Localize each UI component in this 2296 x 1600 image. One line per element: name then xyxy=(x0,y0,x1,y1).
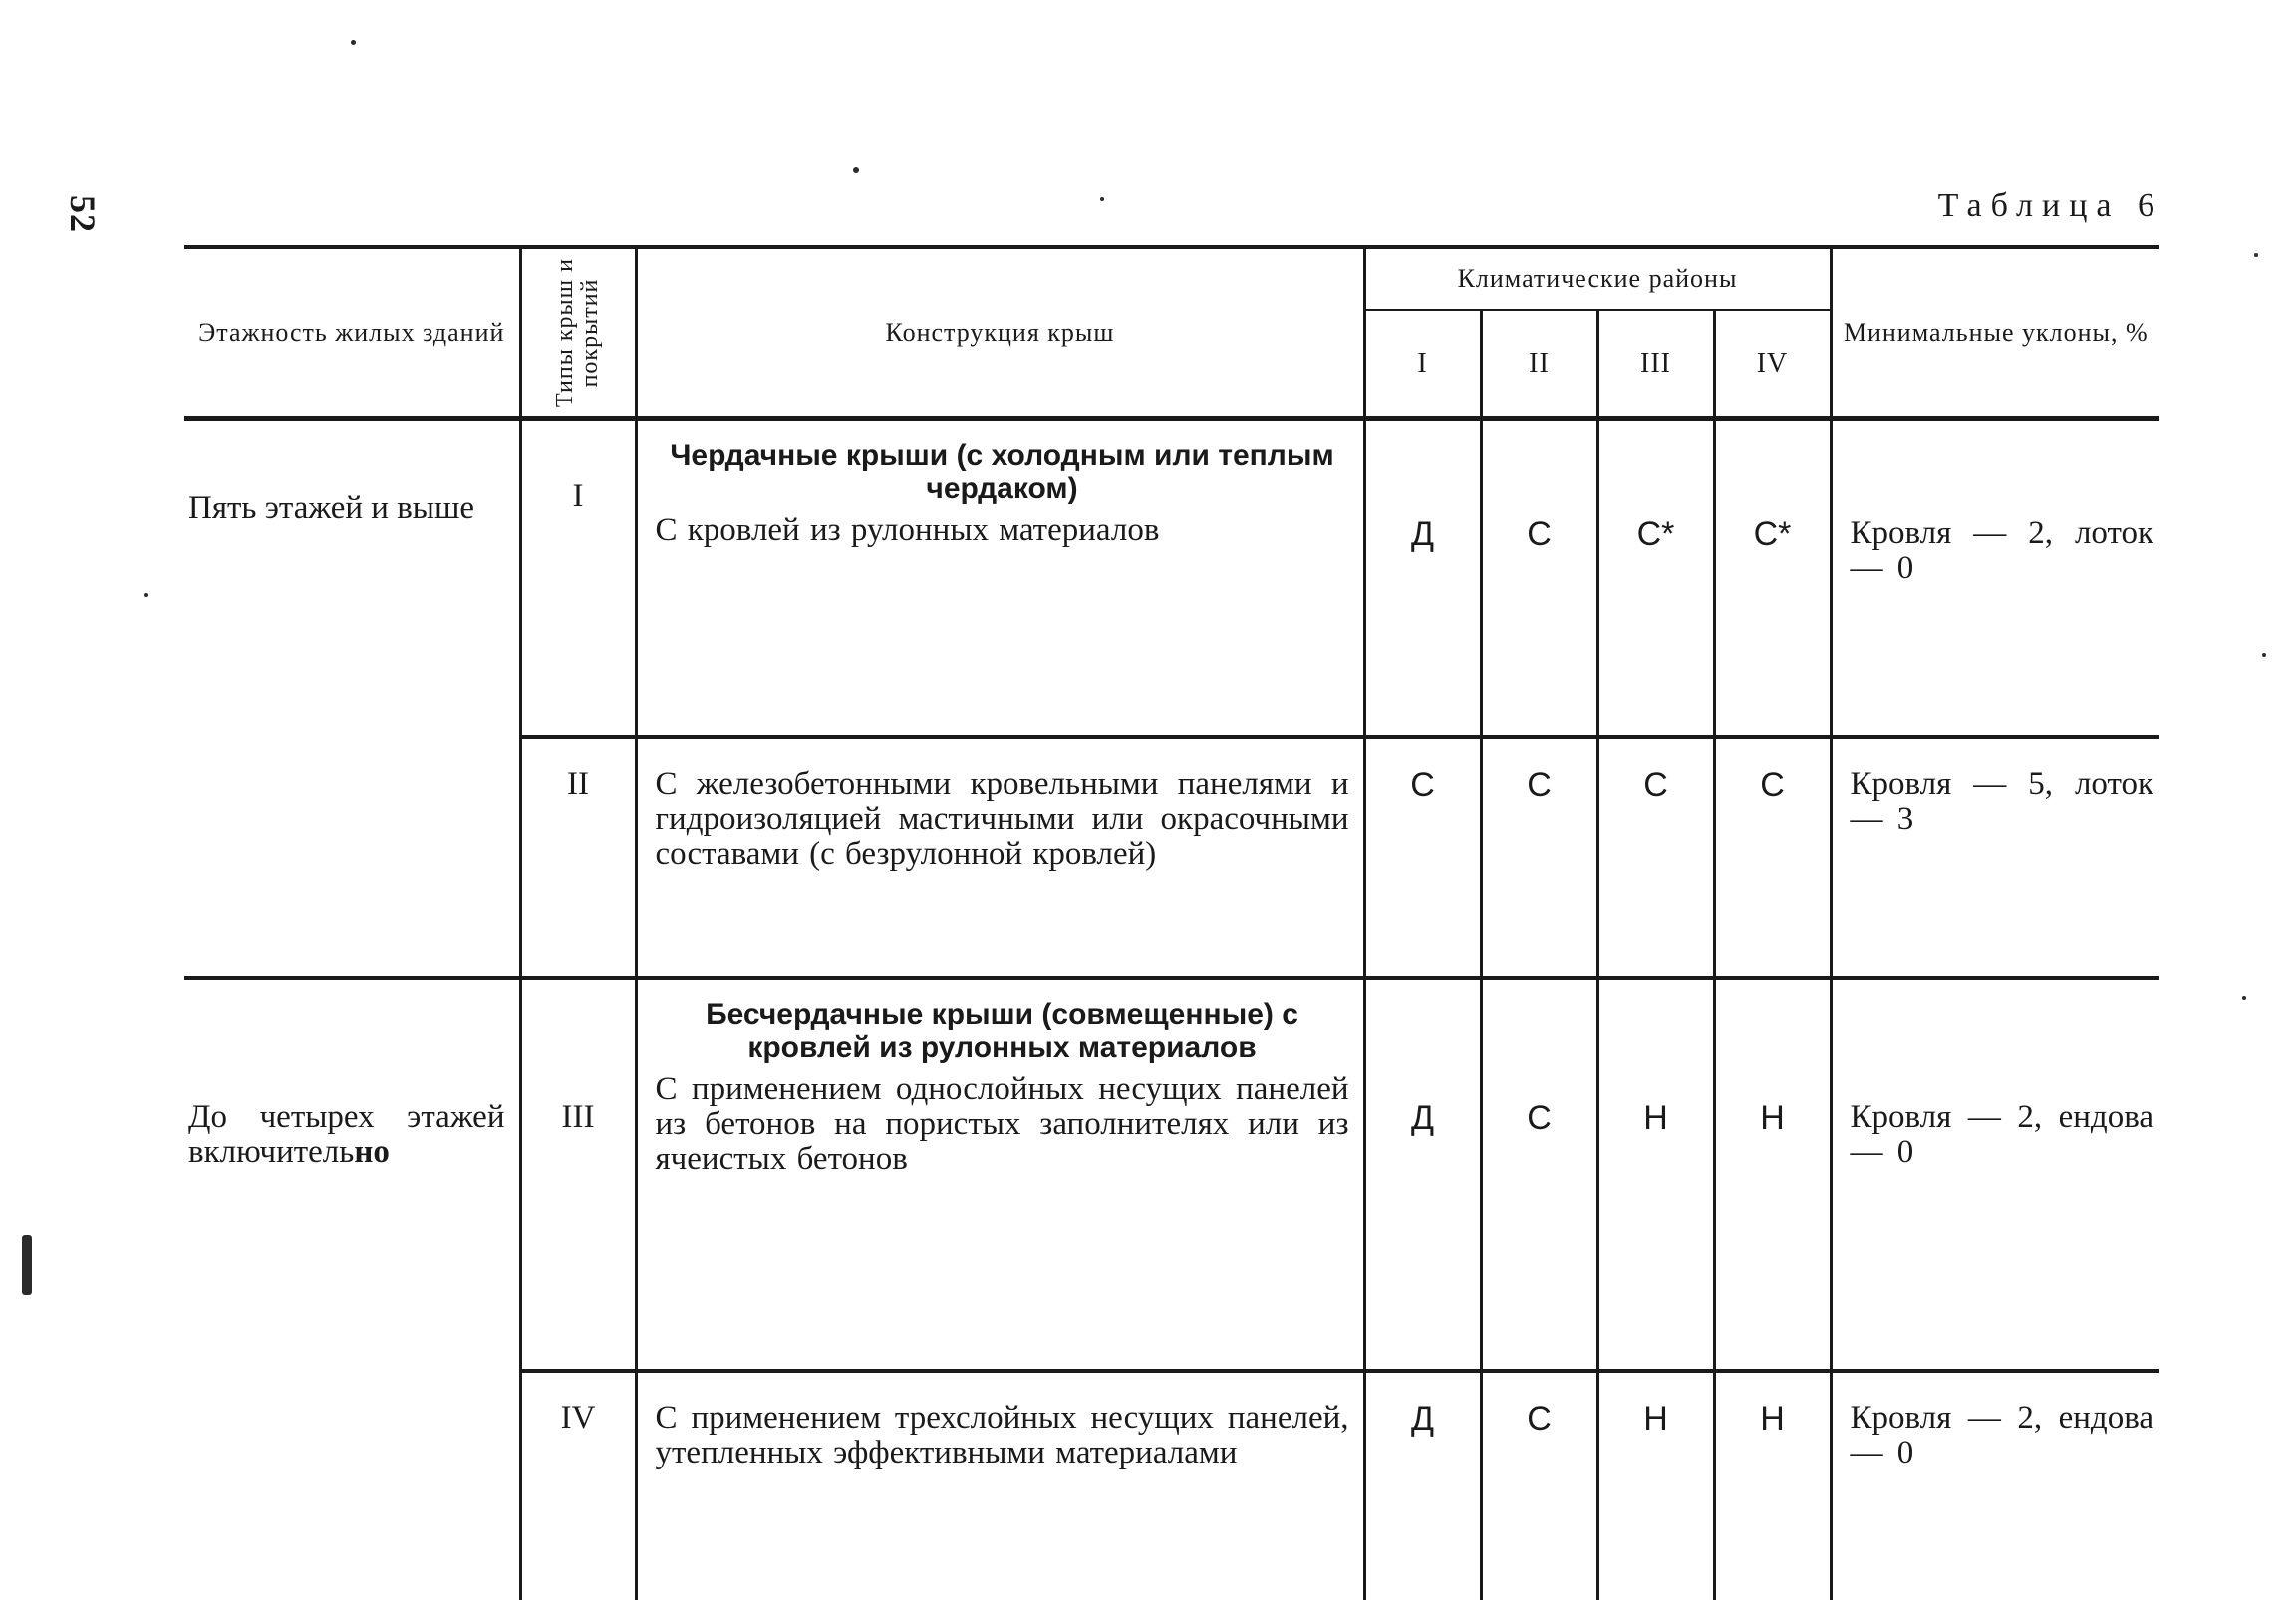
construction-text: С железобетонными кровельными панелями и гидроизоляцией мастичными или окрасочными составами (с безрулонной кровлей) xyxy=(655,766,1349,872)
scan-speck xyxy=(2262,653,2266,657)
mark-district-1: Д xyxy=(1364,419,1481,738)
slope-cell: Кровля — 2, ендова — 0 xyxy=(1831,1371,2159,1600)
mark-district-3: Н xyxy=(1597,1371,1714,1600)
header-climate-group: Климатические районы xyxy=(1364,247,1831,310)
table-row xyxy=(184,978,2159,1371)
mark-district-4: С* xyxy=(1714,419,1831,738)
floors-text-end: но xyxy=(354,1133,390,1170)
mark-district-1: С xyxy=(1364,737,1481,978)
header-floors: Этажность жилых зданий xyxy=(184,247,520,419)
roof-table-container xyxy=(184,245,2159,1600)
mark-district-4: С xyxy=(1714,737,1831,978)
construction-cell xyxy=(636,737,1364,978)
header-construction: Конструкция крыш xyxy=(636,247,1364,419)
slope-cell: Кровля — 5, лоток — 3 xyxy=(1831,737,2159,978)
construction-text: С кровлей из рулонных материалов xyxy=(655,512,1160,548)
type-cell: I xyxy=(520,419,636,738)
mark-district-3: С xyxy=(1597,737,1714,978)
scan-speck xyxy=(351,40,356,45)
type-cell: III xyxy=(520,978,636,1371)
mark-district-2: С xyxy=(1481,737,1597,978)
header-types xyxy=(520,247,636,419)
construction-text: С применением трехслойных несущих панелей, утепленных эффективными материалами xyxy=(655,1400,1349,1470)
construction-cell xyxy=(636,1371,1364,1600)
header-types-label: Типы крыш и покрытий xyxy=(551,258,603,407)
roof-slopes-table xyxy=(184,245,2159,1600)
type-cell: II xyxy=(520,737,636,978)
construction-text: С применением однослойных несущих панелей из бетонов на пористых заполнителях или из ячеистых бетонов xyxy=(655,1071,1349,1177)
header-district-3: III xyxy=(1597,310,1714,419)
floors-text-main: До четырех этажей включитель xyxy=(188,1099,505,1170)
floors-cell-group-1: Пять этажей и выше xyxy=(184,419,520,979)
page-number: 52 xyxy=(63,195,103,233)
scan-speck xyxy=(1100,197,1104,201)
mark-district-4: Н xyxy=(1714,978,1831,1371)
floors-cell-group-2 xyxy=(184,978,520,1600)
table-row xyxy=(184,419,2159,738)
scan-speck xyxy=(2254,253,2258,257)
scan-speck xyxy=(22,1235,32,1295)
section-heading-attic: Чердачные крыши (с холодным или теплым чердаком) xyxy=(670,439,1334,505)
mark-district-1: Д xyxy=(1364,1371,1481,1600)
mark-district-2: С xyxy=(1481,978,1597,1371)
section-heading-combined: Бесчердачные крыши (совмещенные) с кровлей из рулонных материалов xyxy=(706,998,1298,1064)
type-cell: IV xyxy=(520,1371,636,1600)
mark-district-1: Д xyxy=(1364,978,1481,1371)
slope-cell: Кровля — 2, лоток — 0 xyxy=(1831,419,2159,738)
construction-cell xyxy=(636,978,1364,1371)
table-caption: Таблица 6 xyxy=(1937,187,2163,224)
header-district-4: IV xyxy=(1714,310,1831,419)
header-row-top xyxy=(184,247,2159,310)
construction-cell xyxy=(636,419,1364,738)
header-district-1: I xyxy=(1364,310,1481,419)
header-district-2: II xyxy=(1481,310,1597,419)
scan-speck xyxy=(2242,996,2246,1000)
slope-cell: Кровля — 2, ендова — 0 xyxy=(1831,978,2159,1371)
mark-district-3: Н xyxy=(1597,978,1714,1371)
header-slopes: Минимальные уклоны, % xyxy=(1831,247,2159,419)
mark-district-2: С xyxy=(1481,419,1597,738)
scan-speck xyxy=(853,167,859,173)
mark-district-2: С xyxy=(1481,1371,1597,1600)
mark-district-4: Н xyxy=(1714,1371,1831,1600)
scan-speck xyxy=(144,593,148,597)
mark-district-3: С* xyxy=(1597,419,1714,738)
